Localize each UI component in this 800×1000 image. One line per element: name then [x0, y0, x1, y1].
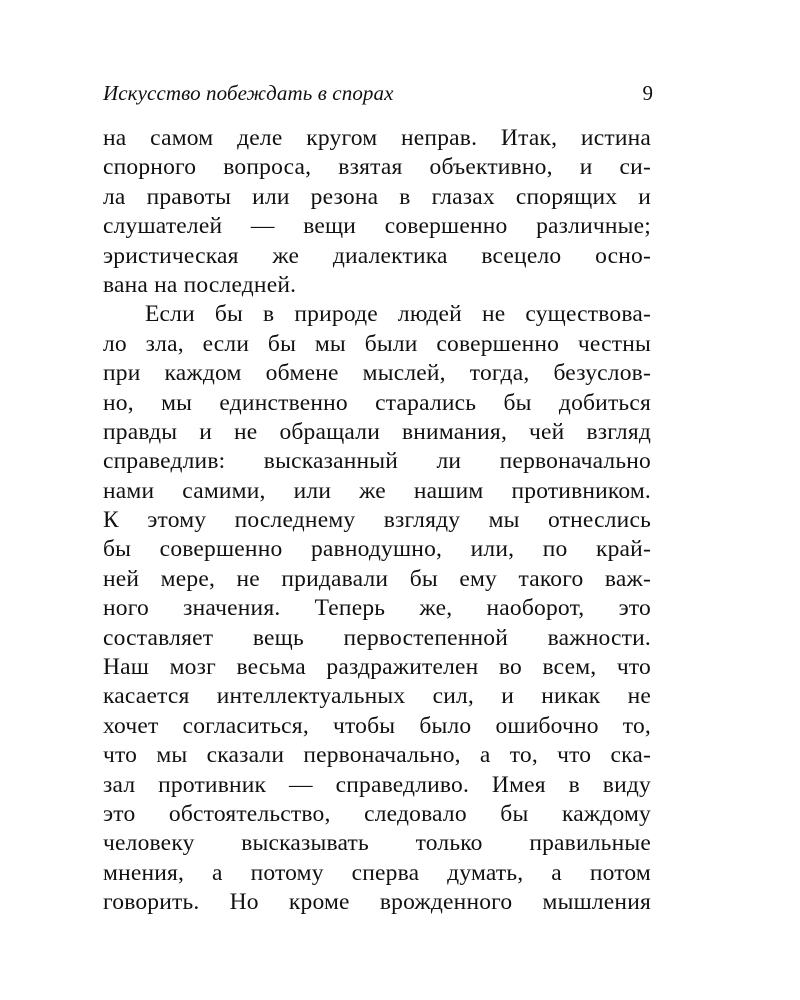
- text-line: Если бы в природе людей не существова-: [145, 301, 651, 328]
- text-line: правды и не обращали внимания, чей взгляд: [103, 418, 651, 445]
- text-line: эристическая же диалектика всецело осно-: [103, 242, 651, 269]
- text-line: это обстоятельство, следовало бы каждому: [103, 800, 651, 827]
- text-line: зал противник — справедливо. Имея в виду: [103, 771, 651, 798]
- text-line: вана на последней.: [103, 271, 297, 298]
- text-line: при каждом обмене мыслей, тогда, безуслов-: [103, 360, 651, 387]
- body-text: [103, 124, 651, 918]
- text-line: но, мы единственно старались бы добиться: [103, 389, 651, 416]
- text-line: слушателей — вещи совершенно различные;: [103, 213, 651, 240]
- text-line: составляет вещь первостепенной важности.: [103, 624, 651, 651]
- text-line: Наш мозг весьма раздражителен во всем, что: [103, 654, 651, 681]
- text-line: нами самими, или же нашим противником.: [103, 477, 651, 504]
- text-line: человеку высказывать только правильные: [103, 830, 651, 857]
- text-line: К этому последнему взгляду мы отнеслись: [103, 507, 651, 534]
- page-number: 9: [642, 81, 653, 105]
- running-header: [103, 78, 653, 108]
- text-line: ней мере, не придавали бы ему такого важ-: [103, 565, 651, 592]
- text-line: что мы сказали первоначально, а то, что ска-: [103, 742, 651, 769]
- running-title: Искусство побеждать в спорах: [103, 81, 394, 105]
- text-line: справедлив: высказанный ли первоначально: [103, 448, 651, 475]
- text-line: на самом деле кругом неправ. Итак, истина: [103, 125, 651, 151]
- text-line: говорить. Но кроме врожденного мышления: [103, 889, 651, 916]
- text-line: бы совершенно равнодушно, или, по край-: [103, 536, 651, 563]
- text-line: хочет согласиться, чтобы было ошибочно то,: [103, 712, 651, 739]
- text-line: ного значения. Теперь же, наоборот, это: [103, 595, 651, 622]
- text-line: ла правоты или резона в глазах спорящих и: [103, 183, 651, 210]
- text-line: касается интеллектуальных сил, и никак не: [103, 683, 651, 710]
- text-line: мнения, а потому сперва думать, а потом: [103, 859, 651, 886]
- text-line: спорного вопроса, взятая объективно, и си-: [103, 154, 651, 181]
- text-line: ло зла, если бы мы были совершенно честны: [103, 330, 651, 357]
